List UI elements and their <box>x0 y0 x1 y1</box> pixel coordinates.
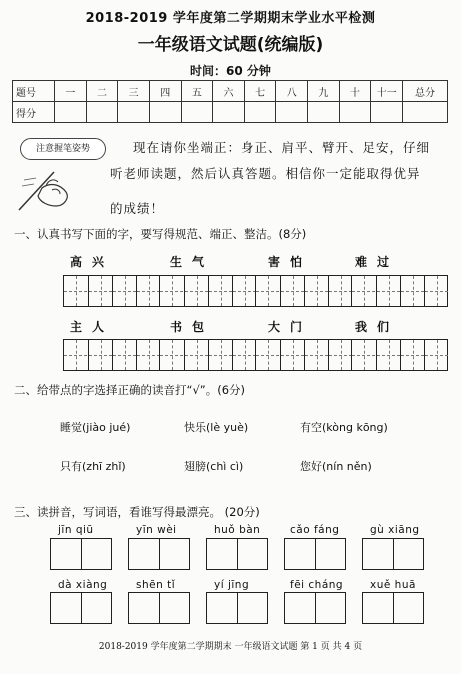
intro-line-3: 的成绩！ <box>110 201 165 216</box>
section1-word: 高兴 <box>70 255 115 269</box>
answer-box[interactable] <box>284 592 346 624</box>
score-cell[interactable] <box>55 102 87 123</box>
pinyin-prompt: shēn tǐ <box>136 579 176 591</box>
score-row-label: 得分 <box>13 102 55 123</box>
exam-title: 一年级语文试题(统编版) <box>137 35 324 55</box>
score-cell[interactable] <box>213 102 245 123</box>
pinyin-prompt: jīn qiū <box>58 524 94 536</box>
score-cell[interactable] <box>371 102 403 123</box>
page-footer: 2018-2019 学年度第二学期期末 一年级语文试题 第 1 页 共 4 页 <box>98 642 363 652</box>
pinyin-prompt: yīn wèi <box>136 524 177 536</box>
section2-title: 二、给带点的字选择正确的读音打“√”。(6分) <box>14 383 246 397</box>
writing-hand-icon <box>14 160 84 215</box>
writing-grid[interactable] <box>63 339 160 371</box>
writing-grid[interactable] <box>159 275 256 307</box>
answer-box[interactable] <box>362 538 424 570</box>
answer-box[interactable] <box>128 592 190 624</box>
pinyin-choice[interactable]: 您好(nín něn) <box>300 460 372 473</box>
score-cell[interactable] <box>149 102 181 123</box>
answer-box[interactable] <box>206 538 268 570</box>
score-cell[interactable] <box>308 102 340 123</box>
answer-box[interactable] <box>128 538 190 570</box>
answer-box[interactable] <box>284 538 346 570</box>
score-header-cell: 十 <box>339 81 371 102</box>
section1-word: 生气 <box>170 255 215 269</box>
section1-word: 大门 <box>268 320 313 334</box>
pinyin-prompt: huǒ bàn <box>214 524 261 536</box>
writing-grid[interactable] <box>255 275 352 307</box>
section1-word: 我们 <box>355 320 400 334</box>
score-header-cell: 总分 <box>403 81 448 102</box>
score-header-cell: 九 <box>308 81 340 102</box>
section1-word: 难过 <box>355 255 400 269</box>
intro-line-1: 现在请你坐端正：身正、肩平、臂开、足安，仔细 <box>133 140 431 155</box>
pinyin-prompt: fēi cháng <box>290 579 344 591</box>
score-table-header-row <box>13 81 448 102</box>
score-header-cell: 题号 <box>13 81 55 102</box>
pinyin-choice[interactable]: 有空(kòng kōng) <box>300 421 388 434</box>
score-header-cell: 六 <box>213 81 245 102</box>
pinyin-prompt: dà xiàng <box>58 579 108 591</box>
answer-box[interactable] <box>362 592 424 624</box>
pinyin-prompt: cǎo fáng <box>290 524 340 536</box>
score-header-cell: 三 <box>118 81 150 102</box>
writing-grid[interactable] <box>351 339 448 371</box>
score-header-cell: 十一 <box>371 81 403 102</box>
intro-line-2: 听老师读题，然后认真答题。相信你一定能取得优异 <box>110 166 421 181</box>
score-header-cell: 二 <box>86 81 118 102</box>
score-header-cell: 四 <box>149 81 181 102</box>
score-cell[interactable] <box>276 102 308 123</box>
exam-header-line1: 2018-2019 学年度第二学期期末学业水平检测 <box>85 11 376 26</box>
section3-title: 三、读拼音，写词语，看谁写得最漂亮。 (20分) <box>14 505 260 519</box>
score-cell[interactable] <box>339 102 371 123</box>
score-header-cell: 八 <box>276 81 308 102</box>
writing-grid[interactable] <box>159 339 256 371</box>
score-cell[interactable] <box>181 102 213 123</box>
score-header-cell: 七 <box>244 81 276 102</box>
section1-word: 主人 <box>70 320 115 334</box>
writing-grid[interactable] <box>255 339 352 371</box>
score-table <box>12 80 448 123</box>
answer-box[interactable] <box>50 538 112 570</box>
pinyin-choice[interactable]: 翅膀(chì cì) <box>184 460 244 473</box>
section1-word: 书包 <box>170 320 215 334</box>
score-table-score-row <box>13 102 448 123</box>
score-cell[interactable] <box>403 102 448 123</box>
writing-grid[interactable] <box>63 275 160 307</box>
pinyin-choice[interactable]: 睡觉(jiào jué) <box>60 421 131 434</box>
pinyin-prompt: yí jīng <box>214 579 250 591</box>
writing-grid[interactable] <box>351 275 448 307</box>
answer-box[interactable] <box>50 592 112 624</box>
pen-grip-bubble: 注意握笔姿势 <box>20 138 106 160</box>
section1-word: 害怕 <box>268 255 313 269</box>
pinyin-choice[interactable]: 快乐(lè yuè) <box>184 421 249 434</box>
score-header-cell: 一 <box>55 81 87 102</box>
score-cell[interactable] <box>244 102 276 123</box>
pinyin-choice[interactable]: 只有(zhī zhǐ) <box>60 460 126 473</box>
score-cell[interactable] <box>118 102 150 123</box>
pinyin-prompt: gù xiāng <box>370 524 420 536</box>
exam-time: 时间：60 分钟 <box>190 64 271 78</box>
pinyin-prompt: xuě huā <box>370 579 416 591</box>
answer-box[interactable] <box>206 592 268 624</box>
section1-title: 一、认真书写下面的字，要写得规范、端正、整洁。(8分) <box>14 227 307 241</box>
score-cell[interactable] <box>86 102 118 123</box>
score-header-cell: 五 <box>181 81 213 102</box>
